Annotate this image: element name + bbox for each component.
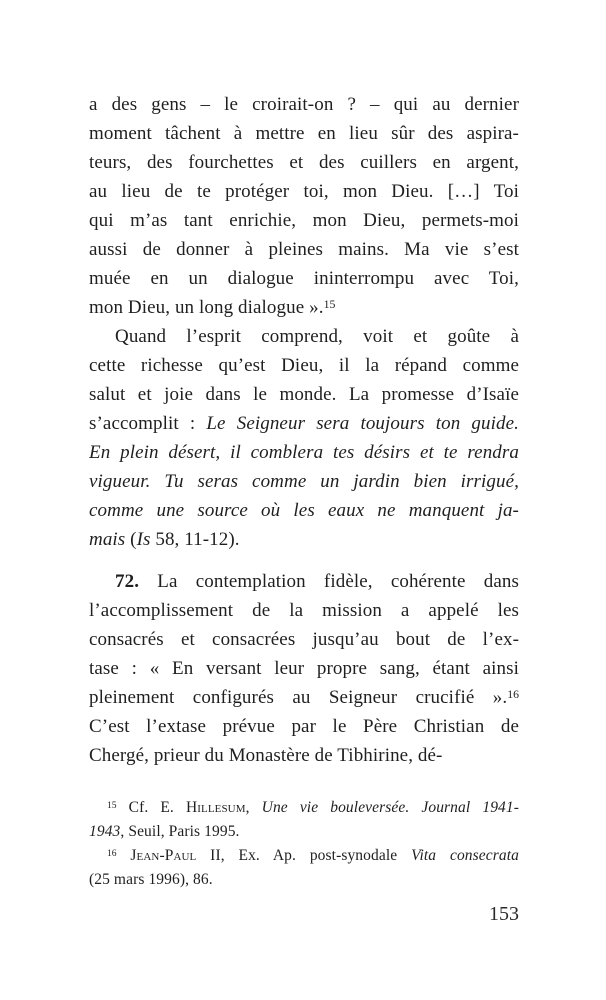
text-segment: cette richesse qu’est Dieu, il la répand comme xyxy=(89,355,519,376)
text-line xyxy=(89,438,519,467)
text-line xyxy=(89,525,519,554)
text-segment: tase : « En versant leur propre sang, étant ainsi xyxy=(89,658,519,679)
text-line xyxy=(89,322,519,351)
text-line xyxy=(89,496,519,525)
text-segment: qui m’as tant enrichie, mon Dieu, permets-moi xyxy=(89,210,519,231)
text-line xyxy=(89,625,519,654)
text-segment: au lieu de te protéger toi, mon Dieu. […] Toi xyxy=(89,181,519,202)
text-line xyxy=(89,683,519,712)
text-segment: 1943 xyxy=(89,823,121,840)
footnote xyxy=(89,844,519,892)
text-segment: ( xyxy=(125,529,137,550)
text-segment: Le Seigneur sera toujours ton guide. xyxy=(206,413,519,434)
text-line xyxy=(89,654,519,683)
text-segment: muée en un dialogue ininterrompu avec Toi, xyxy=(89,268,519,289)
text-line xyxy=(89,235,519,264)
text-line xyxy=(89,119,519,148)
text-segment: 58, 11-12). xyxy=(150,529,240,550)
text-segment: moment tâchent à mettre en lieu sûr des aspira- xyxy=(89,123,519,144)
text-segment: mon Dieu, un long dialogue ». xyxy=(89,297,324,318)
text-segment: II, Ex. Ap. post-synodale xyxy=(196,847,412,864)
text-segment: salut et joie dans le monde. La promesse d’Isaïe xyxy=(89,384,519,405)
text-line xyxy=(89,868,519,892)
text-segment: Une vie bouleversée. Journal 1941- xyxy=(261,799,519,816)
text-segment: (25 mars 1996), 86. xyxy=(89,871,213,888)
text-line xyxy=(89,177,519,206)
body-text xyxy=(89,90,519,770)
text-line xyxy=(89,380,519,409)
paragraph xyxy=(89,90,519,322)
text-segment: Jean-Paul xyxy=(130,847,197,864)
text-line xyxy=(89,351,519,380)
text-segment: 15 xyxy=(323,297,336,311)
text-line xyxy=(89,820,519,844)
text-segment: teurs, des fourchettes et des cuillers en argent, xyxy=(89,152,519,173)
text-segment: C’est l’extase prévue par le Père Christian de xyxy=(89,716,519,737)
text-line xyxy=(89,90,519,119)
text-segment: Chergé, prieur du Monastère de Tibhirine, dé- xyxy=(89,745,443,766)
footnote xyxy=(89,796,519,844)
text-segment: s’accomplit : xyxy=(89,413,207,434)
text-line xyxy=(89,596,519,625)
text-line xyxy=(89,844,519,868)
text-segment: l’accomplissement de la mission a appelé les xyxy=(89,600,519,621)
text-segment: La contemplation fidèle, cohérente dans xyxy=(139,571,519,592)
text-line xyxy=(89,567,519,596)
text-segment: aussi de donner à pleines mains. Ma vie s’est xyxy=(89,239,519,260)
text-segment: Is xyxy=(136,529,151,550)
text-segment: mais xyxy=(89,529,126,550)
text-line xyxy=(89,264,519,293)
text-segment: a des gens – le croirait-on ? – qui au dernier xyxy=(89,94,519,115)
text-block xyxy=(89,90,519,892)
text-line xyxy=(89,741,519,770)
paragraph xyxy=(89,322,519,554)
text-segment: Vita consecrata xyxy=(411,847,519,864)
text-line xyxy=(89,467,519,496)
text-segment: consacrés et consacrées jusqu’au bout de l’ex- xyxy=(89,629,519,650)
text-line xyxy=(89,712,519,741)
text-segment: 15 xyxy=(107,799,117,811)
text-segment: 16 xyxy=(107,847,117,859)
text-line xyxy=(89,409,519,438)
text-segment: Hillesum xyxy=(185,799,246,816)
text-segment: 72. xyxy=(115,571,140,592)
footnotes xyxy=(89,796,519,892)
text-segment: 16 xyxy=(507,687,519,701)
text-segment: , Seuil, Paris 1995. xyxy=(120,823,240,840)
text-segment: , xyxy=(245,799,262,816)
page-number: 153 xyxy=(489,903,519,925)
paragraph xyxy=(89,567,519,770)
text-segment: pleinement configurés au Seigneur crucifié ». xyxy=(89,687,508,708)
text-line xyxy=(89,796,519,820)
text-line xyxy=(89,148,519,177)
text-segment: Cf. E. xyxy=(116,799,186,816)
text-segment: Quand l’esprit comprend, voit et goûte à xyxy=(115,326,519,347)
text-segment: comme une source où les eaux ne manquent ja- xyxy=(89,500,519,521)
text-segment: En plein désert, il comblera tes désirs et te rendra xyxy=(89,442,519,463)
text-line xyxy=(89,206,519,235)
text-line xyxy=(89,293,519,322)
text-segment xyxy=(117,847,131,864)
text-segment: vigueur. Tu seras comme un jardin bien irrigué, xyxy=(89,471,519,492)
